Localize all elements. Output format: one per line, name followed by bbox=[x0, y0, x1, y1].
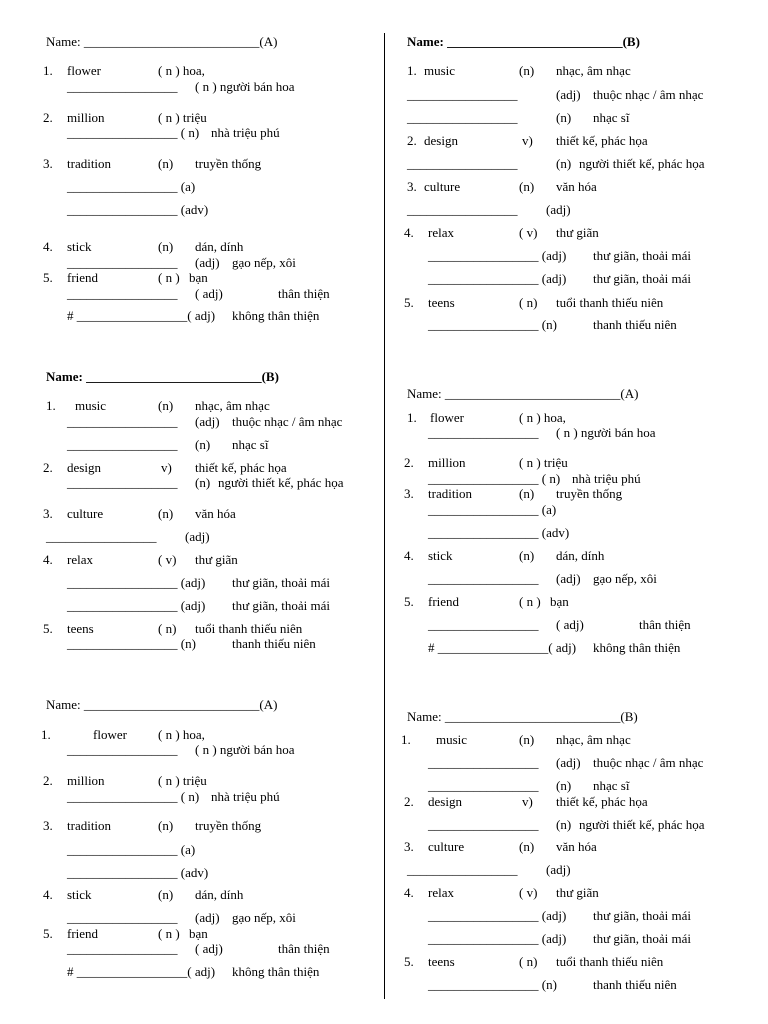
vocab-word: stick bbox=[67, 239, 92, 254]
word-meaning: ( n ) hoa, bbox=[519, 410, 566, 425]
word-meaning: ( n ) hoa, bbox=[158, 63, 205, 78]
vocab-word: music bbox=[424, 63, 456, 78]
vocab-word: relax bbox=[428, 885, 454, 900]
name-line: Name: ___________________________(A) bbox=[407, 386, 639, 401]
word-meaning: thiết kế, phác họa bbox=[556, 133, 648, 148]
name-line: Name: ___________________________(B) bbox=[407, 709, 638, 724]
vocab-word: culture bbox=[428, 839, 465, 854]
answer-blank: _________________ bbox=[428, 571, 539, 586]
word-meaning: thư giãn, thoải mái bbox=[232, 598, 331, 613]
item-number: 1. bbox=[43, 63, 53, 78]
part-of-speech: ( adj) bbox=[556, 617, 584, 632]
answer-blank: _________________ ( n) bbox=[428, 471, 561, 486]
word-meaning: nhạc sĩ bbox=[593, 110, 630, 125]
item-number: 4. bbox=[43, 239, 53, 254]
word-meaning: người thiết kế, phác họa bbox=[218, 475, 344, 490]
part-of-speech: (adj) bbox=[556, 755, 581, 770]
word-meaning: thư giãn, thoải mái bbox=[593, 271, 692, 286]
answer-blank: _________________ bbox=[67, 414, 178, 429]
answer-blank: # _________________( adj) bbox=[67, 308, 216, 323]
item-number: 3. bbox=[43, 156, 53, 171]
answer-blank: # _________________( adj) bbox=[428, 640, 577, 655]
word-meaning: người thiết kế, phác họa bbox=[579, 817, 705, 832]
word-meaning: dán, dính bbox=[556, 548, 605, 563]
part-of-speech: (n) bbox=[556, 110, 572, 125]
part-of-speech: (n) bbox=[519, 548, 535, 563]
name-line: Name: ___________________________(B) bbox=[46, 369, 279, 384]
part-of-speech: v) bbox=[522, 794, 533, 809]
word-meaning: tuổi thanh thiếu niên bbox=[556, 954, 664, 969]
word-meaning: văn hóa bbox=[195, 506, 236, 521]
answer-blank: _________________ (a) bbox=[67, 842, 196, 857]
word-meaning: thiết kế, phác họa bbox=[195, 460, 287, 475]
answer-blank: _________________ (n) bbox=[428, 977, 557, 992]
answer-blank: _________________ (a) bbox=[428, 502, 557, 517]
vocab-word: million bbox=[67, 773, 105, 788]
answer-blank: _________________ bbox=[67, 910, 178, 925]
word-meaning: văn hóa bbox=[556, 839, 597, 854]
part-of-speech: (n) bbox=[519, 839, 535, 854]
vocab-word: culture bbox=[67, 506, 104, 521]
word-meaning: không thân thiện bbox=[593, 640, 681, 655]
word-meaning: ( n ) người bán hoa bbox=[556, 425, 656, 440]
word-meaning: thuộc nhạc / âm nhạc bbox=[232, 414, 343, 429]
answer-blank: _________________ (adj) bbox=[428, 248, 567, 263]
word-meaning: không thân thiện bbox=[232, 308, 320, 323]
answer-blank: _________________ bbox=[428, 755, 539, 770]
item-number: 2. bbox=[43, 773, 53, 788]
answer-blank: _________________ ( n) bbox=[67, 125, 200, 140]
item-number: 2. bbox=[404, 455, 414, 470]
item-number: 2. bbox=[407, 133, 417, 148]
part-of-speech: (n) bbox=[195, 437, 211, 452]
answer-blank: _________________ bbox=[428, 817, 539, 832]
word-meaning: truyền thống bbox=[556, 486, 623, 501]
word-meaning: thân thiện bbox=[639, 617, 691, 632]
word-meaning: nhà triệu phú bbox=[572, 471, 641, 486]
item-number: 3. bbox=[43, 818, 53, 833]
item-number: 3. bbox=[407, 179, 417, 194]
word-meaning: văn hóa bbox=[556, 179, 597, 194]
word-meaning: thiết kế, phác họa bbox=[556, 794, 648, 809]
item-number: 2. bbox=[404, 794, 414, 809]
vocab-word: million bbox=[67, 110, 105, 125]
item-number: 4. bbox=[404, 225, 414, 240]
vocab-word: friend bbox=[67, 926, 99, 941]
answer-blank: _________________ (a) bbox=[67, 179, 196, 194]
item-number: 4. bbox=[404, 548, 414, 563]
item-number: 5. bbox=[404, 954, 414, 969]
name-line: Name: ___________________________(B) bbox=[407, 34, 640, 49]
answer-blank: # _________________( adj) bbox=[67, 964, 216, 979]
answer-blank: _________________ (adj) bbox=[67, 598, 206, 613]
item-number: 4. bbox=[43, 887, 53, 902]
word-meaning: thanh thiếu niên bbox=[593, 317, 677, 332]
answer-blank: _________________ bbox=[407, 110, 518, 125]
item-number: 1. bbox=[407, 410, 417, 425]
word-meaning: thuộc nhạc / âm nhạc bbox=[593, 755, 704, 770]
word-meaning: người thiết kế, phác họa bbox=[579, 156, 705, 171]
answer-blank: _________________ bbox=[407, 156, 518, 171]
word-meaning: nhạc, âm nhạc bbox=[195, 398, 270, 413]
part-of-speech: (n) bbox=[519, 179, 535, 194]
word-meaning: ( n ) người bán hoa bbox=[195, 79, 295, 94]
part-of-speech: ( adj) bbox=[195, 286, 223, 301]
part-of-speech: (n) bbox=[556, 156, 572, 171]
answer-blank: _________________ bbox=[407, 87, 518, 102]
item-number: 5. bbox=[404, 594, 414, 609]
answer-blank: _________________ (adv) bbox=[428, 525, 570, 540]
vocab-word: teens bbox=[67, 621, 94, 636]
word-meaning: ( n ) triệu bbox=[519, 455, 568, 470]
vocab-word: stick bbox=[67, 887, 92, 902]
part-of-speech: (adj) bbox=[546, 202, 571, 217]
word-meaning: thư giãn, thoải mái bbox=[593, 931, 692, 946]
word-meaning: thân thiện bbox=[278, 941, 330, 956]
word-meaning: gạo nếp, xôi bbox=[593, 571, 657, 586]
vocab-word: design bbox=[67, 460, 101, 475]
part-of-speech: (n) bbox=[158, 239, 174, 254]
part-of-speech: (n) bbox=[158, 398, 174, 413]
item-number: 3. bbox=[404, 486, 414, 501]
word-meaning: dán, dính bbox=[195, 239, 244, 254]
word-meaning: ( n ) người bán hoa bbox=[195, 742, 295, 757]
vocab-word: tradition bbox=[67, 156, 112, 171]
word-meaning: dán, dính bbox=[195, 887, 244, 902]
word-meaning: bạn bbox=[550, 594, 569, 609]
answer-blank: _________________ (adv) bbox=[67, 202, 209, 217]
answer-blank: _________________ bbox=[428, 425, 539, 440]
item-number: 2. bbox=[43, 460, 53, 475]
answer-blank: _________________ bbox=[46, 529, 157, 544]
word-meaning: thân thiện bbox=[278, 286, 330, 301]
vocab-word: relax bbox=[67, 552, 93, 567]
answer-blank: _________________ bbox=[67, 255, 178, 270]
vocab-word: music bbox=[75, 398, 107, 413]
vocab-word: flower bbox=[93, 727, 127, 742]
word-meaning: thư giãn bbox=[556, 885, 599, 900]
word-meaning: thanh thiếu niên bbox=[593, 977, 677, 992]
word-meaning: bạn bbox=[189, 270, 208, 285]
answer-blank: _________________ bbox=[67, 941, 178, 956]
vocab-word: tradition bbox=[428, 486, 473, 501]
answer-blank: _________________ (n) bbox=[67, 636, 196, 651]
item-number: 5. bbox=[43, 621, 53, 636]
part-of-speech: v) bbox=[161, 460, 172, 475]
word-meaning: không thân thiện bbox=[232, 964, 320, 979]
vocab-word: relax bbox=[428, 225, 454, 240]
part-of-speech: (adj) bbox=[195, 910, 220, 925]
item-number: 1. bbox=[46, 398, 56, 413]
part-of-speech: ( n ) bbox=[158, 926, 180, 941]
part-of-speech: ( n ) bbox=[158, 270, 180, 285]
part-of-speech: (n) bbox=[158, 887, 174, 902]
word-meaning: nhạc, âm nhạc bbox=[556, 732, 631, 747]
vocab-word: teens bbox=[428, 295, 455, 310]
word-meaning: tuổi thanh thiếu niên bbox=[195, 621, 303, 636]
part-of-speech: (adj) bbox=[195, 414, 220, 429]
vocab-word: culture bbox=[424, 179, 461, 194]
word-meaning: truyền thống bbox=[195, 156, 262, 171]
answer-blank: _________________ bbox=[67, 286, 178, 301]
word-meaning: gạo nếp, xôi bbox=[232, 255, 296, 270]
word-meaning: nhạc, âm nhạc bbox=[556, 63, 631, 78]
answer-blank: _________________ (adv) bbox=[67, 865, 209, 880]
vocab-word: friend bbox=[428, 594, 460, 609]
vocab-word: million bbox=[428, 455, 466, 470]
part-of-speech: ( v) bbox=[519, 885, 538, 900]
part-of-speech: (n) bbox=[158, 506, 174, 521]
part-of-speech: (n) bbox=[519, 63, 535, 78]
part-of-speech: (adj) bbox=[546, 862, 571, 877]
answer-blank: _________________ bbox=[428, 778, 539, 793]
word-meaning: thư giãn bbox=[195, 552, 238, 567]
item-number: 3. bbox=[43, 506, 53, 521]
answer-blank: _________________ (adj) bbox=[428, 931, 567, 946]
answer-blank: _________________ (adj) bbox=[428, 908, 567, 923]
part-of-speech: (adj) bbox=[556, 571, 581, 586]
answer-blank: _________________ (n) bbox=[428, 317, 557, 332]
answer-blank: _________________ bbox=[67, 437, 178, 452]
part-of-speech: (n) bbox=[519, 486, 535, 501]
part-of-speech: (n) bbox=[556, 817, 572, 832]
word-meaning: thư giãn bbox=[556, 225, 599, 240]
word-meaning: truyền thống bbox=[195, 818, 262, 833]
part-of-speech: ( adj) bbox=[195, 941, 223, 956]
part-of-speech: (n) bbox=[519, 732, 535, 747]
item-number: 5. bbox=[404, 295, 414, 310]
vocab-word: stick bbox=[428, 548, 453, 563]
word-meaning: nhà triệu phú bbox=[211, 789, 280, 804]
part-of-speech: (adj) bbox=[185, 529, 210, 544]
word-meaning: nhà triệu phú bbox=[211, 125, 280, 140]
answer-blank: _________________ bbox=[67, 79, 178, 94]
item-number: 1. bbox=[407, 63, 417, 78]
answer-blank: _________________ (adj) bbox=[67, 575, 206, 590]
item-number: 4. bbox=[43, 552, 53, 567]
word-meaning: tuổi thanh thiếu niên bbox=[556, 295, 664, 310]
name-line: Name: ___________________________(A) bbox=[46, 34, 278, 49]
vocab-word: flower bbox=[430, 410, 464, 425]
part-of-speech: (n) bbox=[158, 818, 174, 833]
part-of-speech: ( n) bbox=[158, 621, 177, 636]
vocab-word: friend bbox=[67, 270, 99, 285]
word-meaning: thanh thiếu niên bbox=[232, 636, 316, 651]
item-number: 1. bbox=[401, 732, 411, 747]
vocab-word: design bbox=[428, 794, 462, 809]
word-meaning: ( n ) triệu bbox=[158, 773, 207, 788]
part-of-speech: (adj) bbox=[195, 255, 220, 270]
part-of-speech: ( v) bbox=[158, 552, 177, 567]
answer-blank: _________________ ( n) bbox=[67, 789, 200, 804]
part-of-speech: (adj) bbox=[556, 87, 581, 102]
answer-blank: _________________ bbox=[407, 862, 518, 877]
word-meaning: thư giãn, thoải mái bbox=[593, 908, 692, 923]
answer-blank: _________________ bbox=[407, 202, 518, 217]
part-of-speech: (n) bbox=[556, 778, 572, 793]
word-meaning: thuộc nhạc / âm nhạc bbox=[593, 87, 704, 102]
name-line: Name: ___________________________(A) bbox=[46, 697, 278, 712]
vocab-word: teens bbox=[428, 954, 455, 969]
word-meaning: gạo nếp, xôi bbox=[232, 910, 296, 925]
vocab-word: tradition bbox=[67, 818, 112, 833]
word-meaning: ( n ) hoa, bbox=[158, 727, 205, 742]
answer-blank: _________________ bbox=[428, 617, 539, 632]
item-number: 5. bbox=[43, 926, 53, 941]
answer-blank: _________________ bbox=[67, 742, 178, 757]
part-of-speech: ( n) bbox=[519, 295, 538, 310]
vocab-word: music bbox=[436, 732, 468, 747]
column-divider bbox=[384, 33, 385, 999]
word-meaning: bạn bbox=[189, 926, 208, 941]
word-meaning: nhạc sĩ bbox=[232, 437, 269, 452]
answer-blank: _________________ (adj) bbox=[428, 271, 567, 286]
part-of-speech: (n) bbox=[195, 475, 211, 490]
word-meaning: thư giãn, thoải mái bbox=[232, 575, 331, 590]
word-meaning: ( n ) triệu bbox=[158, 110, 207, 125]
item-number: 2. bbox=[43, 110, 53, 125]
part-of-speech: ( n ) bbox=[519, 594, 541, 609]
part-of-speech: ( n) bbox=[519, 954, 538, 969]
item-number: 3. bbox=[404, 839, 414, 854]
part-of-speech: v) bbox=[522, 133, 533, 148]
item-number: 5. bbox=[43, 270, 53, 285]
item-number: 4. bbox=[404, 885, 414, 900]
part-of-speech: (n) bbox=[158, 156, 174, 171]
word-meaning: thư giãn, thoải mái bbox=[593, 248, 692, 263]
word-meaning: nhạc sĩ bbox=[593, 778, 630, 793]
vocab-word: design bbox=[424, 133, 458, 148]
item-number: 1. bbox=[41, 727, 51, 742]
answer-blank: _________________ bbox=[67, 475, 178, 490]
vocab-word: flower bbox=[67, 63, 101, 78]
part-of-speech: ( v) bbox=[519, 225, 538, 240]
